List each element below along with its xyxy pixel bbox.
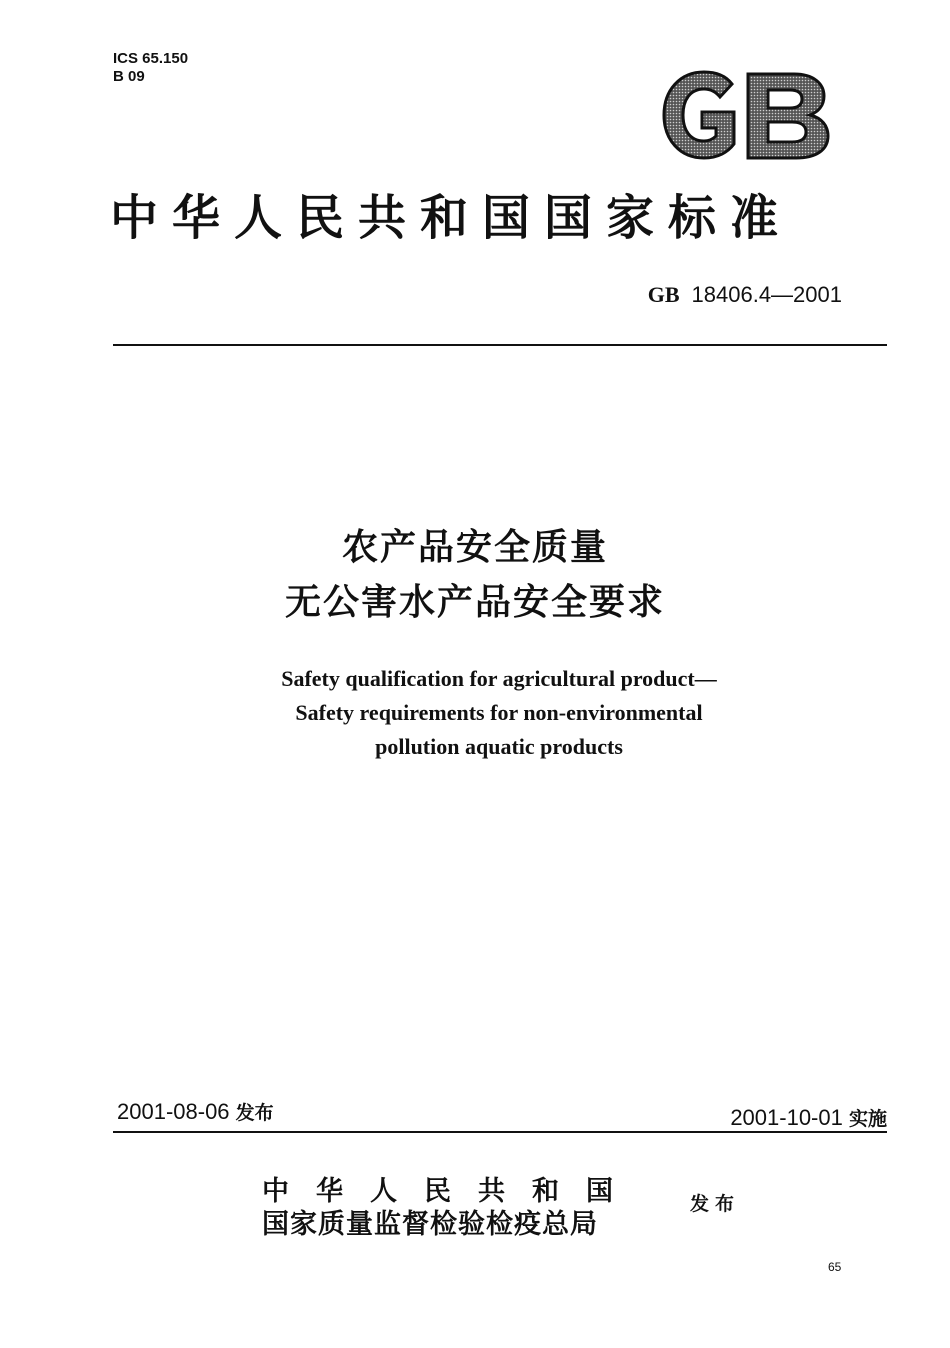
cn-title-line1: 农产品安全质量 [341, 527, 608, 568]
ccs-code: B 09 [113, 68, 145, 85]
en-title-line3: pollution aquatic products [375, 734, 623, 759]
ics-code: ICS 65.150 [113, 50, 189, 67]
classification-codes [113, 50, 188, 86]
standard-prefix: GB [647, 282, 680, 307]
top-divider [113, 344, 887, 346]
en-title-line2: Safety requirements for non-environmental [295, 700, 703, 725]
standard-number [648, 281, 842, 309]
issuer-action: 发布 [690, 1193, 741, 1215]
logo-letter-b [748, 74, 828, 158]
issuer-block [262, 1175, 672, 1241]
issuer-line1: 中华人民共和国 [262, 1176, 640, 1207]
en-title [0, 662, 950, 764]
implement-label: 实施 [848, 1108, 887, 1130]
issuer-line2: 国家质量监督检验检疫总局 [262, 1209, 598, 1240]
logo-letter-g [664, 72, 734, 158]
standard-title: 中华人民共和国国家标准 [110, 190, 793, 246]
publish-label: 发布 [235, 1102, 274, 1124]
bottom-divider [113, 1131, 887, 1133]
cn-title-line2: 无公害水产品安全要求 [284, 582, 665, 623]
publish-date-block [117, 1097, 274, 1128]
page-number: 65 [828, 1260, 842, 1274]
standard-code: 18406.4—2001 [691, 282, 842, 307]
implement-date-block [730, 1103, 887, 1134]
implement-date: 2001-10-01 [730, 1105, 843, 1130]
gb-logo [660, 70, 832, 160]
publish-date: 2001-08-06 [117, 1099, 230, 1124]
en-title-line1: Safety qualification for agricultural product— [281, 666, 717, 691]
